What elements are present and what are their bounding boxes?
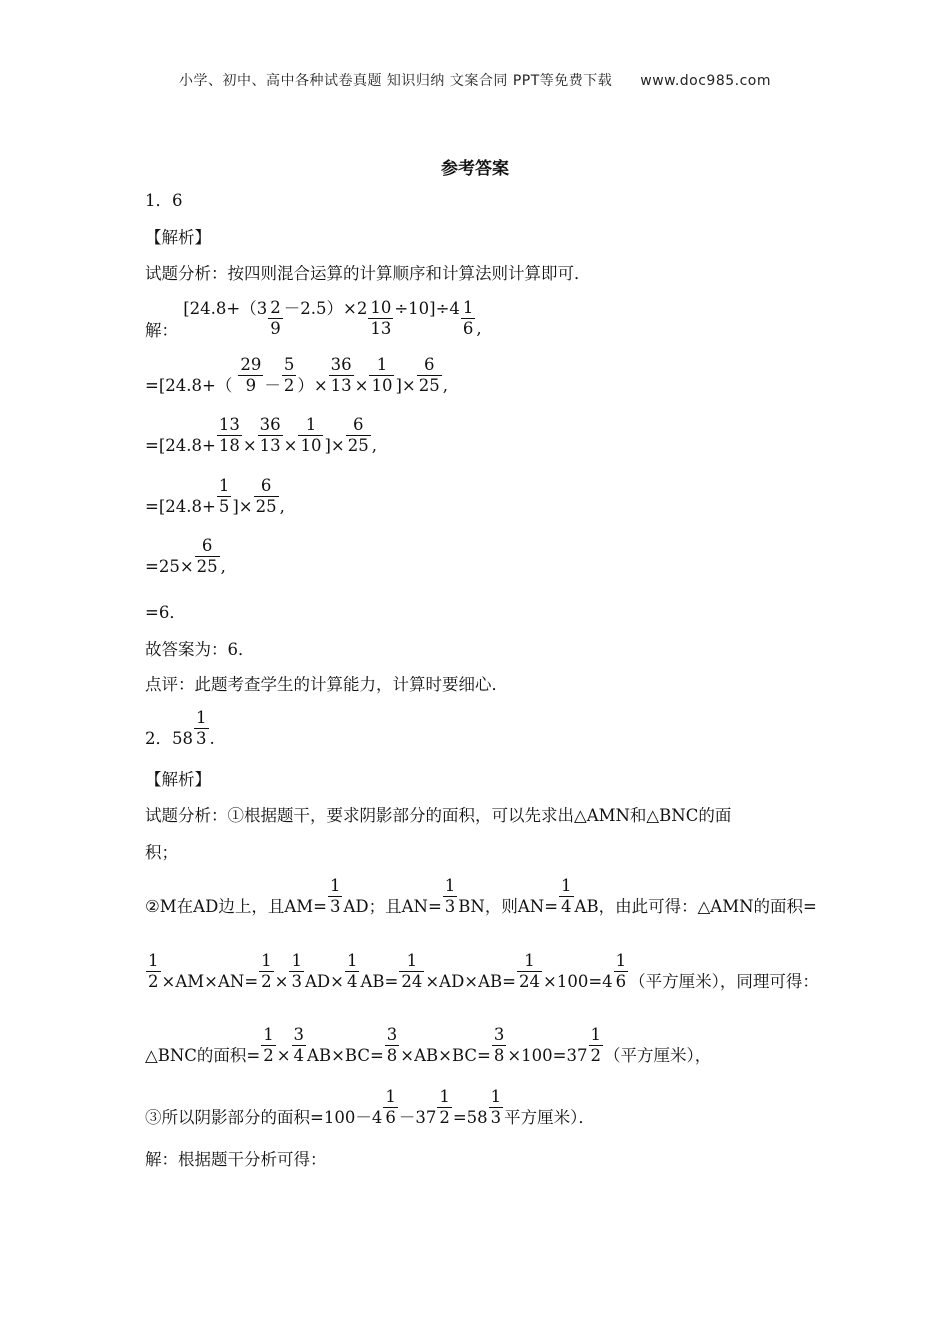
q1-step-3: =[24.8+ $\frac{1}{5}$ ]× $\frac{6}{25}$ , xyxy=(145,476,285,516)
page-title: 参考答案 xyxy=(441,159,509,179)
q1-step-2: =[24.8+ $\frac{13}{18}$ × $\frac{36}{13}$ × $\frac{1}{10}$ ]× $\frac{6}{25}$ , xyxy=(145,415,377,455)
q2-jiexi: 【解析】 xyxy=(145,770,211,789)
q1-jie: 解： xyxy=(145,321,178,340)
q1-analysis: 试题分析：按四则混合运算的计算顺序和计算法则计算即可． xyxy=(145,264,591,283)
q2-analysis-5: △BNC的面积= $\frac{1}{2}$ × $\frac{3}{4}$ AB×BC= $\frac{3}{8}$ ×AB×BC= $\frac{3}{8}$ ×100=37 $\frac{1}{2}$ （平方厘米）， xyxy=(145,1025,712,1065)
q2-analysis-3: ②M在AD边上，且AM= $\frac{1}{3}$ AD；且AN= $\frac{1}{3}$ BN，则AN= $\frac{1}{4}$ AB，由此可得：△AMN的面积= xyxy=(145,876,817,916)
q2-jie: 解：根据题干分析可得： xyxy=(145,1150,327,1169)
q2-analysis-6: ③所以阴影部分的面积=100－4 $\frac{1}{6}$ －37 $\frac{1}{2}$ =58 $\frac{1}{3}$ 平方厘米）． xyxy=(145,1087,595,1127)
q1-answer: 1．6 xyxy=(145,191,183,210)
q1-step-1: =[24.8+（ $\frac{29}{9}$ － $\frac{5}{2}$ ）× $\frac{36}{13}$ × $\frac{1}{10}$ ]× $\frac{6}{25}$ , xyxy=(145,355,448,395)
q1-comment: 点评：此题考查学生的计算能力，计算时要细心． xyxy=(145,675,508,694)
q2-analysis-1: 试题分析：①根据题干，要求阴影部分的面积，可以先求出△AMN和△BNC的面 xyxy=(145,806,732,825)
q1-jiexi: 【解析】 xyxy=(145,228,211,247)
header-url[interactable]: www.doc985.com xyxy=(640,73,772,89)
q1-conclusion: 故答案为：6． xyxy=(145,640,255,659)
q2-answer: 2．58 $\frac{1}{3}$ . xyxy=(145,708,215,748)
q2-analysis-2: 积； xyxy=(145,843,178,862)
page-header xyxy=(0,70,950,90)
q2-answer-prefix: 2．58 xyxy=(145,729,193,748)
q1-step-4: =25× $\frac{6}{25}$ , xyxy=(145,536,226,576)
header-text: 小学、初中、高中各种试卷真题 知识归纳 文案合同 PPT等免费下载 xyxy=(178,73,613,89)
q1-expression: 解： [24.8+（3 $\frac{2}{9}$ －2.5）×2 $\frac{10}{13}$ ÷10]÷4 $\frac{1}{6}$ , xyxy=(145,298,482,340)
q1-step-5: =6． xyxy=(145,603,186,622)
q2-analysis-4: $\frac{1}{2}$ ×AM×AN= $\frac{1}{2}$ × $\frac{1}{3}$ AD× $\frac{1}{4}$ AB= $\frac{1}{24}$ ×AD×AB= $\frac{1}{24}$ ×100=4 $\frac{1}{6}$ （平方厘米），同理可得： xyxy=(148,951,819,991)
